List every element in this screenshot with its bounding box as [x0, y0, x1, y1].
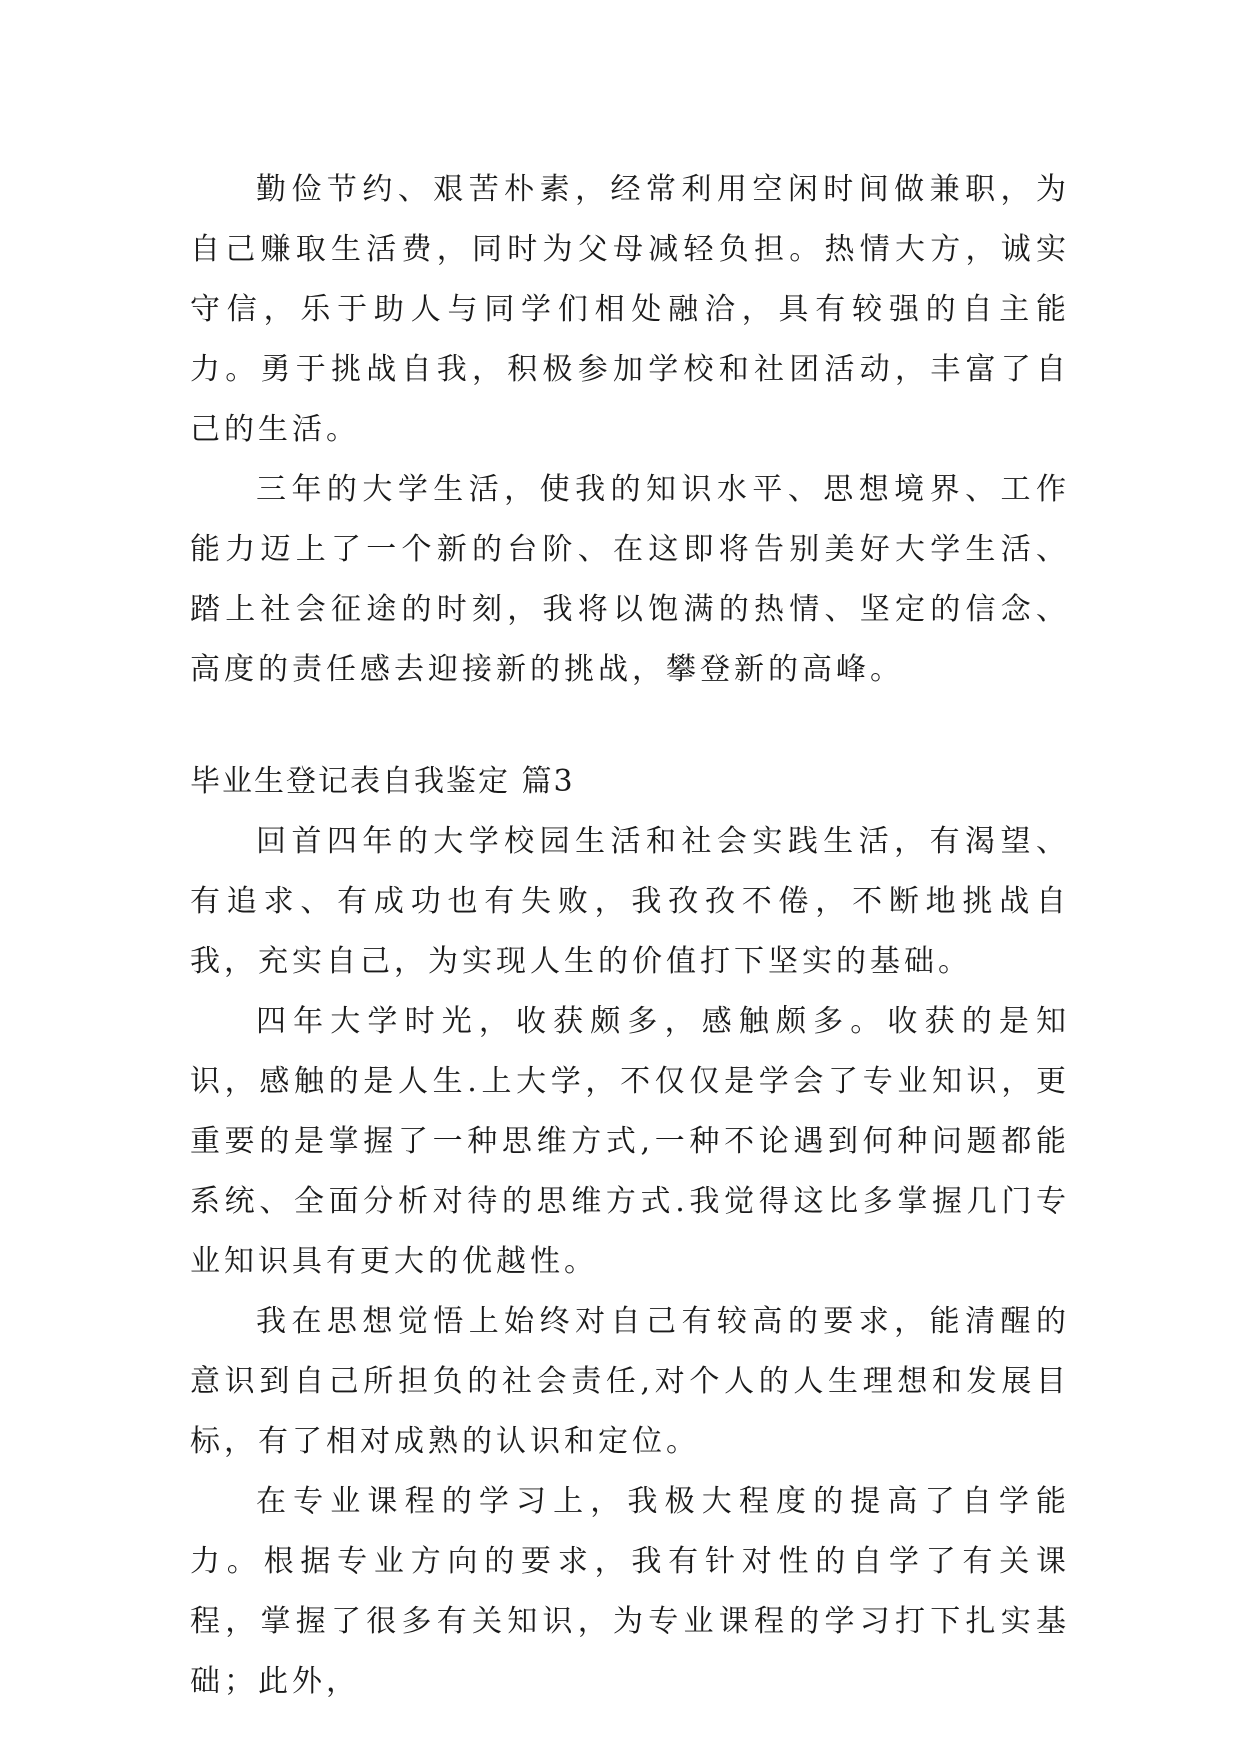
paragraph-frugal: 勤俭节约、艰苦朴素，经常利用空闲时间做兼职，为自己赚取生活费，同时为父母减轻负担。热情大方，诚实守信，乐于助人与同学们相处融洽，具有较强的自主能力。勇于挑战自我，积极参加学校和社团活动，丰富了自己的生活。	[190, 172, 1070, 447]
paragraph-looking-back: 回首四年的大学校园生活和社会实践生活，有渴望、有追求、有成功也有失败，我孜孜不倦，不断地挑战自我，充实自己，为实现人生的价值打下坚实的基础。	[190, 824, 1070, 979]
section-heading: 毕业生登记表自我鉴定 篇3	[190, 764, 575, 799]
paragraph-professional-courses: 在专业课程的学习上，我极大程度的提高了自学能力。根据专业方向的要求，我有针对性的自学了有关课程，掌握了很多有关知识，为专业课程的学习打下扎实基础；此外，	[190, 1484, 1070, 1699]
paragraph-four-years: 四年大学时光，收获颇多，感触颇多。收获的是知识，感触的是人生.上大学，不仅仅是学会了专业知识，更重要的是掌握了一种思维方式,一种不论遇到何种问题都能系统、全面分析对待的思维方式.我觉得这比多掌握几门专业知识具有更大的优越性。	[190, 1004, 1070, 1279]
paragraph-three-years: 三年的大学生活，使我的知识水平、思想境界、工作能力迈上了一个新的台阶、在这即将告别美好大学生活、踏上社会征途的时刻，我将以饱满的热情、坚定的信念、高度的责任感去迎接新的挑战，攀登新的高峰。	[190, 472, 1070, 687]
paragraph-ideology: 我在思想觉悟上始终对自己有较高的要求，能清醒的意识到自己所担负的社会责任,对个人的人生理想和发展目标，有了相对成熟的认识和定位。	[190, 1304, 1070, 1459]
document-body	[190, 160, 1070, 1712]
